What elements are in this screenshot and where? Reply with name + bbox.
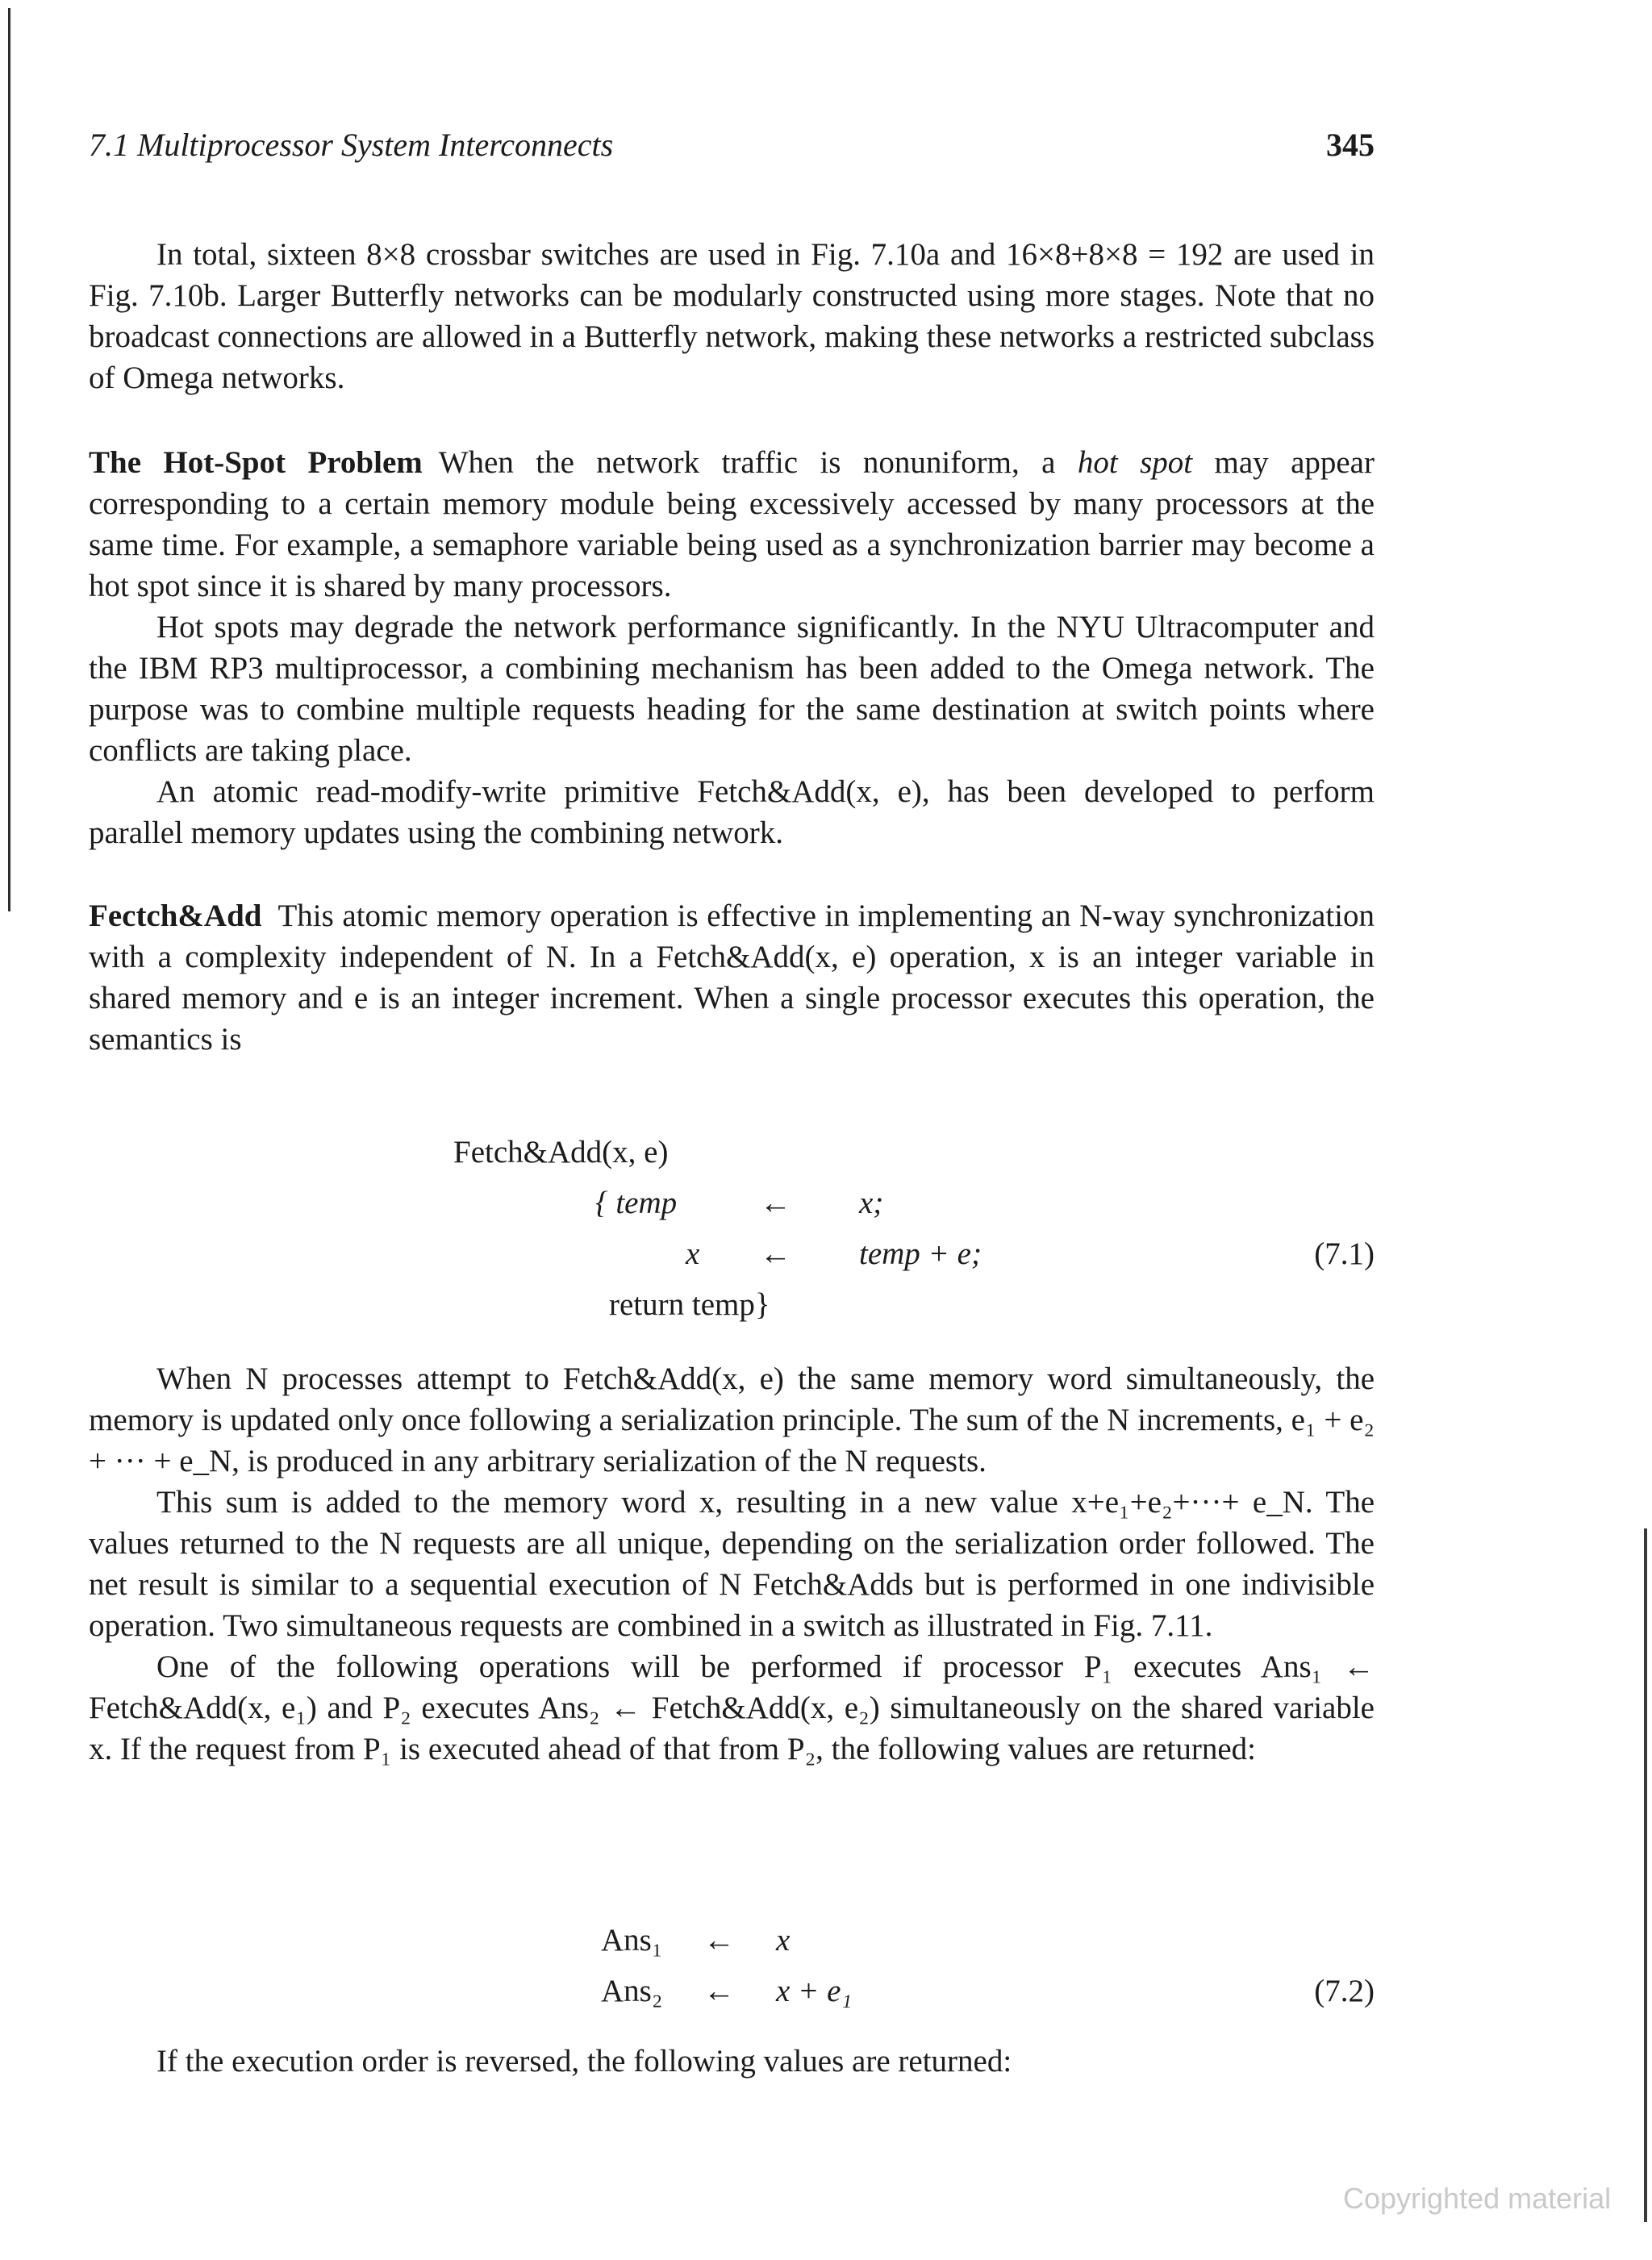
intro-paragraph-block [89,234,1375,398]
eq1-temp-rhs: x; [859,1186,884,1220]
eq2-rhs-2: x + e₁ [776,1974,852,2008]
eq2-arrow-2: ← [703,1974,735,2008]
eq1-number: (7.1) [1314,1236,1375,1271]
hot-spot-paragraph-1 [89,442,1375,607]
hot-spot-heading: The Hot-Spot Problem [89,445,423,480]
eq2-ans1: Ans₁ [601,1923,663,1958]
section-title: 7.1 Multiprocessor System Interconnects [89,127,614,163]
reverse-order-paragraph: If the execution order is reversed, the following values are returned: [156,2044,1012,2079]
copyright-watermark: Copyrighted material [1343,2182,1612,2215]
eq2-number: (7.2) [1314,1974,1375,2008]
running-head [89,123,1375,168]
hot-spot-p1-rest: may appear corresponding to a certain memory module being excessively accessed by many processors at the same time. For example, a semaphore variable being used as a synchronization barrier may become a hot spot since it is shared by many processors. [89,445,1375,603]
eq1-arrow-1: ← [760,1186,791,1220]
eq1-function: Fetch&Add(x, e) [453,1135,669,1170]
hot-spot-paragraph-2: Hot spots may degrade the network performance significantly. In the NYU Ultracomputer and the IBM RP3 multiprocessor, a combining mechanism has been added to the Omega network. The purpose was to combine multiple requests heading for the same destination at switch points where conflicts are taking place. [89,610,1375,768]
fetch-add-paragraph [89,895,1375,1060]
eq1-x-lhs: x [686,1236,700,1271]
equation-7-2 [89,1915,1375,2016]
eq2-arrow-1: ← [703,1923,735,1958]
fetch-add-text: This atomic memory operation is effective in implementing an N-way synchronization with a complexity independent of N. In a Fetch&Add(x, e) operation, x is an integer variable in shared memory and e is an integer increment. When a single processor executes this operation, the semantics is [89,899,1375,1057]
sum-paragraph: This sum is added to the memory word x, resulting in a new value x+e₁+e₂+···+ e_N. The values returned to the N requests are all unique, depending on the serialization order followed. The net result is similar to a sequential execution of N Fetch&Adds but is performed in one indivisible operation. Two simultaneous requests are combined in a switch as illustrated in Fig. 7.11. [89,1485,1375,1643]
eq1-arrow-2: ← [760,1236,791,1271]
operations-paragraph: One of the following operations will be performed if processor P₁ executes Ans₁ ← Fetch&Add(x, e₁) and P₂ executes Ans₂ ← Fetch&Add(x, e₂) simultaneously on the shared variable x. If the request from P₁ is executed ahead of that from P₂, the following values are returned: [89,1649,1375,1766]
scan-edge-left [8,8,10,911]
hot-spot-term: hot spot [1077,445,1193,480]
intro-paragraph: In total, sixteen 8×8 crossbar switches are used in Fig. 7.10a and 16×8+8×8 = 192 are used in Fig. 7.10b. Larger Butterfly networks can be modularly constructed using more stages. Note that no broadcast connections are allowed in a Butterfly network, making these networks a restricted subclass of Omega networks. [89,237,1375,395]
eq1-return: return temp} [609,1287,770,1322]
fetch-add-section [89,895,1375,1060]
page-number: 345 [1326,127,1375,163]
hot-spot-paragraph-3: An atomic read-modify-write primitive Fetch&Add(x, e), has been developed to perform parallel memory updates using the combining network. [89,774,1375,850]
equation-7-1 [89,1127,1375,1330]
fetch-add-heading: Fectch&Add [89,899,262,933]
eq1-x-rhs: temp + e; [859,1236,982,1271]
serialization-paragraph: When N processes attempt to Fetch&Add(x, e) the same memory word simultaneously, the memory is updated only once following a serialization principle. The sum of the N increments, e₁ + e₂ + ··· + e_N, is produced in any arbitrary serialization of the N requests. [89,1361,1375,1478]
reverse-order-block [89,2041,1375,2082]
eq1-temp-lhs: { temp [595,1186,678,1220]
scan-edge-right [1644,1528,1647,2222]
hot-spot-section [89,442,1375,853]
eq2-rhs-1: x [776,1923,791,1958]
serialization-section [89,1358,1375,1770]
eq2-ans2: Ans₂ [601,1974,663,2008]
hot-spot-p1-start: When the network traffic is nonuniform, a [438,445,1078,480]
